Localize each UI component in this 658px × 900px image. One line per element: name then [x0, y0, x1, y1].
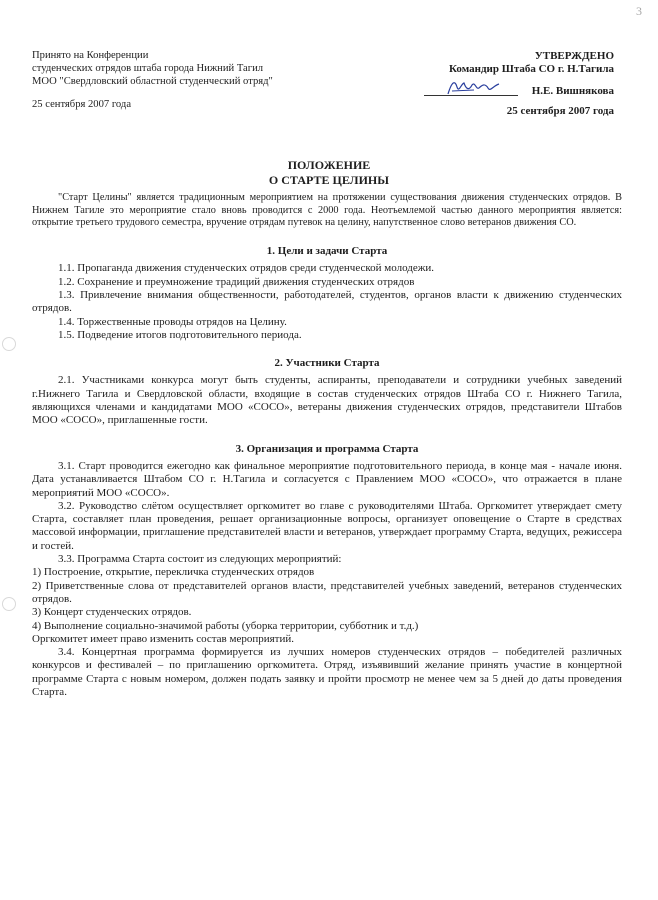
adoption-block — [32, 50, 273, 112]
approver-name: Н.Е. Вишнякова — [531, 85, 614, 97]
intro-paragraph: "Старт Целины" является традиционным мероприятием на протяжении существования движения студенческих отрядов. В Нижнем Тагиле это мероприятие стало вновь проводится с 2000 года. Неотъемлемой частью данного мероприятия является: открытие третьего трудового семестра, вручение отрядам путевок на целину, напутственное слово ветеранов движения СО. — [32, 192, 622, 229]
section-3-paragraph: 3.2. Руководство слётом осуществляет оргкомитет во главе с руководителями Штаба. Оргкомитет утверждает смету Старта, составляет план проведения, решает организационные вопросы, организует оповещение о Старте в средствах массовой информации, приглашение представителей власти и ветеранов, утверждает программу Старта, ведущих, режиссера и гостей. — [32, 499, 622, 552]
section-1-item: 1.1. Пропаганда движения студенческих отрядов среди студенческой молодежи. — [58, 262, 435, 275]
adoption-line: студенческих отрядов штаба города Нижний Тагил — [32, 62, 264, 74]
punch-hole-mark — [2, 597, 16, 611]
approved-label: УТВЕРЖДЕНО — [534, 50, 614, 62]
section-2-item: 2.1. Участниками конкурса могут быть студенты, аспиранты, преподаватели и сотрудники учебных заведений г.Нижнего Тагила и Свердловской области, входящие в состав студенческих отрядов Штаба СО г. Нижнего Тагила, являющихся членами и кандидатами МОО «СОСО», ветераны движения студенческих отрядов, представители Штабов МОО «СОСО», приглашенные гости. — [32, 374, 622, 427]
section-3-paragraph: 3.1. Старт проводится ежегодно как финальное мероприятие подготовительного периода, в конце мая - начале июня. Дата устанавливается Штабом СО г. Н.Тагила и согласуется с Правлением МОО «СОСО», что отражается в плане мероприятий МОО «СОСО». — [32, 459, 622, 499]
handwritten-signature — [444, 78, 502, 98]
section-1-item: 1.3. Привлечение внимания общественности, работодателей, студентов, органов власти к движению студенческих отрядов. — [32, 289, 622, 315]
section-1-item: 1.5. Подведение итогов подготовительного периода. — [58, 328, 302, 341]
title-line: ПОЛОЖЕНИЕ — [287, 158, 371, 172]
signature-row — [354, 78, 614, 102]
section-3-paragraph: 3.4. Концертная программа формируется из лучших номеров студенческих отрядов – победителей различных конкурсов и фестивалей – по приглашению оргкомитета. Отряд, изъявивший желание принять участие в концертной программе Старта с новым номером, должен подать заявку и пройти просмотр не менее чем за 5 дней до даты проведения Старта. — [32, 646, 622, 699]
approver-position: Командир Штаба СО г. Н.Тагила — [449, 63, 614, 75]
section-3-paragraph: 3.3. Программа Старта состоит из следующих мероприятий: — [58, 553, 342, 566]
document-body — [32, 192, 622, 699]
section-1-item: 1.2. Сохранение и преумножение традиций движения студенческих отрядов — [58, 275, 415, 288]
program-list-item: 1) Построение, открытие, перекличка студенческих отрядов — [32, 566, 315, 579]
section-1-item: 1.4. Торжественные проводы отрядов на Целину. — [58, 315, 287, 328]
section-2-heading: 2. Участники Старта — [274, 357, 380, 370]
approval-block — [354, 50, 614, 118]
section-3-heading: 3. Организация и программа Старта — [235, 442, 419, 455]
section-1-heading: 1. Цели и задачи Старта — [266, 245, 388, 258]
document-title — [0, 158, 658, 188]
program-list-item: 3) Концерт студенческих отрядов. — [32, 606, 192, 619]
adoption-line: Принято на Конференции — [32, 50, 149, 61]
page-mark: 3 — [636, 4, 642, 18]
program-note: Оргкомитет имеет право изменить состав мероприятий. — [32, 632, 295, 645]
adoption-date: 25 сентября 2007 года — [32, 99, 132, 111]
punch-hole-mark — [2, 337, 16, 351]
intro-section — [32, 192, 622, 230]
program-list-item: 2) Приветственные слова от представителей органов власти, представителей учебных заведений, ветеранов студенческих отрядов. — [32, 579, 622, 605]
adoption-line: МОО "Свердловский областной студенческий отряд" — [32, 75, 273, 87]
program-list-item: 4) Выполнение социально-значимой работы (уборка территории, субботник и т.д.) — [32, 619, 419, 632]
title-line: О СТАРТЕ ЦЕЛИНЫ — [268, 173, 390, 187]
approval-date: 25 сентября 2007 года — [506, 105, 614, 117]
